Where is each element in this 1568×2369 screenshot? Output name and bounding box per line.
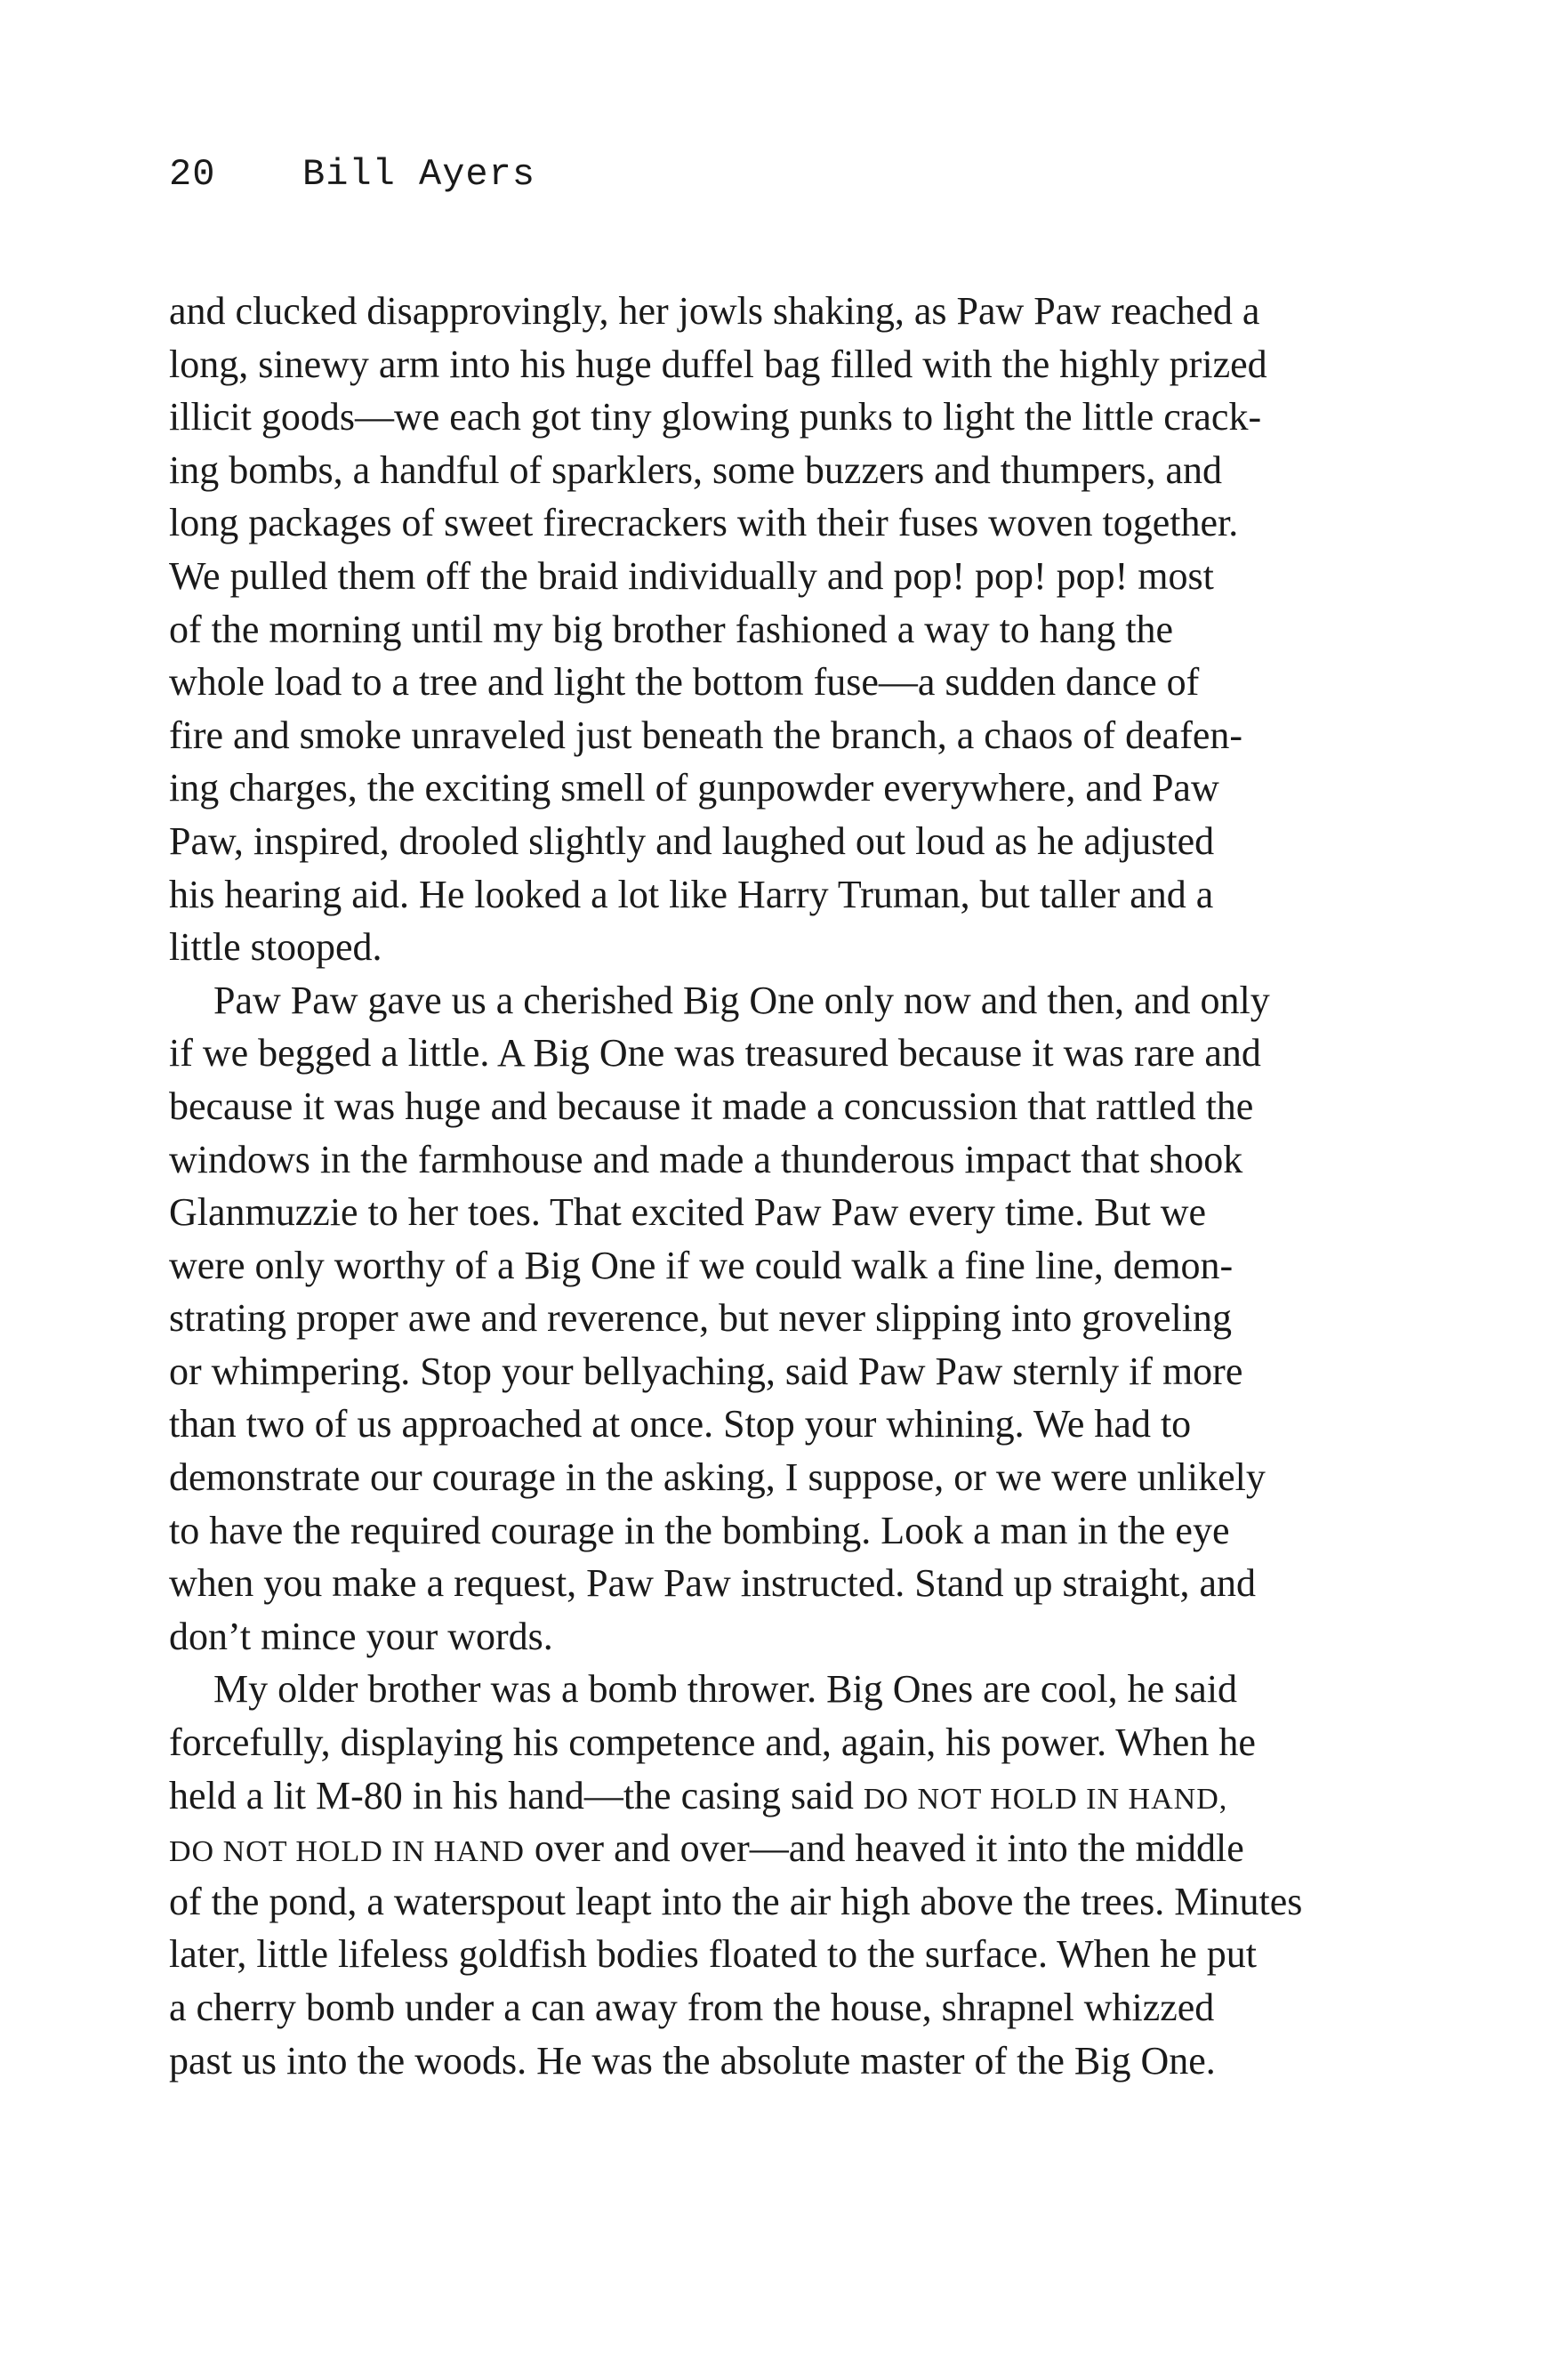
text-line: Glanmuzzie to her toes. That excited Paw Paw every time. But we — [169, 1190, 1207, 1235]
text-line: Paw Paw gave us a cherished Big One only now and then, and only — [213, 978, 1270, 1022]
text-line: and clucked disapprovingly, her jowls shaking, as Paw Paw reached a — [169, 289, 1260, 333]
text-line: long packages of sweet firecrackers with their fuses woven together. — [169, 501, 1239, 545]
text-line: because it was huge and because it made a concussion that rattled the — [169, 1084, 1254, 1128]
text-line: don’t mince your words. — [169, 1614, 553, 1658]
text-span: over and over—and heaved it into the middle — [524, 1826, 1244, 1871]
text-line: long, sinewy arm into his huge duffel bag filled with the highly prized — [169, 342, 1267, 386]
text-line: of the pond, a waterspout leapt into the air high above the trees. Minutes — [169, 1879, 1303, 1923]
text-line: strating proper awe and reverence, but never slipping into groveling — [169, 1296, 1232, 1341]
author-name: Bill Ayers — [302, 153, 536, 196]
text-line: demonstrate our courage in the asking, I suppose, or we were unlikely — [169, 1455, 1266, 1500]
text-line: were only worthy of a Big One if we could walk a fine line, demon- — [169, 1243, 1234, 1287]
text-line: than two of us approached at once. Stop your whining. We had to — [169, 1402, 1192, 1446]
small-caps-warning: DO NOT HOLD IN HAND — [169, 1835, 525, 1869]
text-line: whole load to a tree and light the bottom fuse—a sudden dance of — [169, 660, 1200, 705]
text-line: when you make a request, Paw Paw instructed. Stand up straight, and — [169, 1561, 1256, 1606]
text-line: past us into the woods. He was the absolute master of the Big One. — [169, 2038, 1216, 2083]
text-line: illicit goods—we each got tiny glowing punks to light the little crack- — [169, 395, 1262, 439]
body-text — [169, 285, 1316, 2087]
text-line: fire and smoke unraveled just beneath the branch, a chaos of deafen- — [169, 713, 1243, 757]
text-line: ing bombs, a handful of sparklers, some buzzers and thumpers, and — [169, 447, 1223, 492]
text-line: ing charges, the exciting smell of gunpowder everywhere, and Paw — [169, 766, 1219, 810]
text-line: We pulled them off the braid individually and pop! pop! pop! most — [169, 553, 1214, 598]
text-line: later, little lifeless goldfish bodies floated to the surface. When he put — [169, 1932, 1257, 1977]
page-number: 20 — [169, 153, 216, 196]
text-line: his hearing aid. He looked a lot like Harry Truman, but taller and a — [169, 872, 1214, 916]
text-line: if we begged a little. A Big One was treasured because it was rare and — [169, 1031, 1261, 1076]
text-line: to have the required courage in the bombing. Look a man in the eye — [169, 1508, 1230, 1552]
text-line — [169, 1769, 1316, 1823]
text-line — [169, 1822, 1316, 1875]
text-line: of the morning until my big brother fashioned a way to hang the — [169, 607, 1174, 651]
text-line: little stooped. — [169, 925, 382, 970]
running-head — [169, 153, 535, 196]
text-line: forcefully, displaying his competence and, again, his power. When he — [169, 1720, 1256, 1765]
text-line: My older brother was a bomb thrower. Big Ones are cool, he said — [213, 1667, 1238, 1712]
text-span: held a lit M-80 in his hand—the casing said — [169, 1773, 864, 1817]
text-line: windows in the farmhouse and made a thunderous impact that shook — [169, 1137, 1243, 1181]
text-line: or whimpering. Stop your bellyaching, said Paw Paw sternly if more — [169, 1349, 1243, 1393]
text-line: a cherry bomb under a can away from the house, shrapnel whizzed — [169, 1986, 1215, 2029]
text-line: Paw, inspired, drooled slightly and laughed out loud as he adjusted — [169, 818, 1215, 863]
small-caps-warning: DO NOT HOLD IN HAND, — [863, 1782, 1228, 1816]
